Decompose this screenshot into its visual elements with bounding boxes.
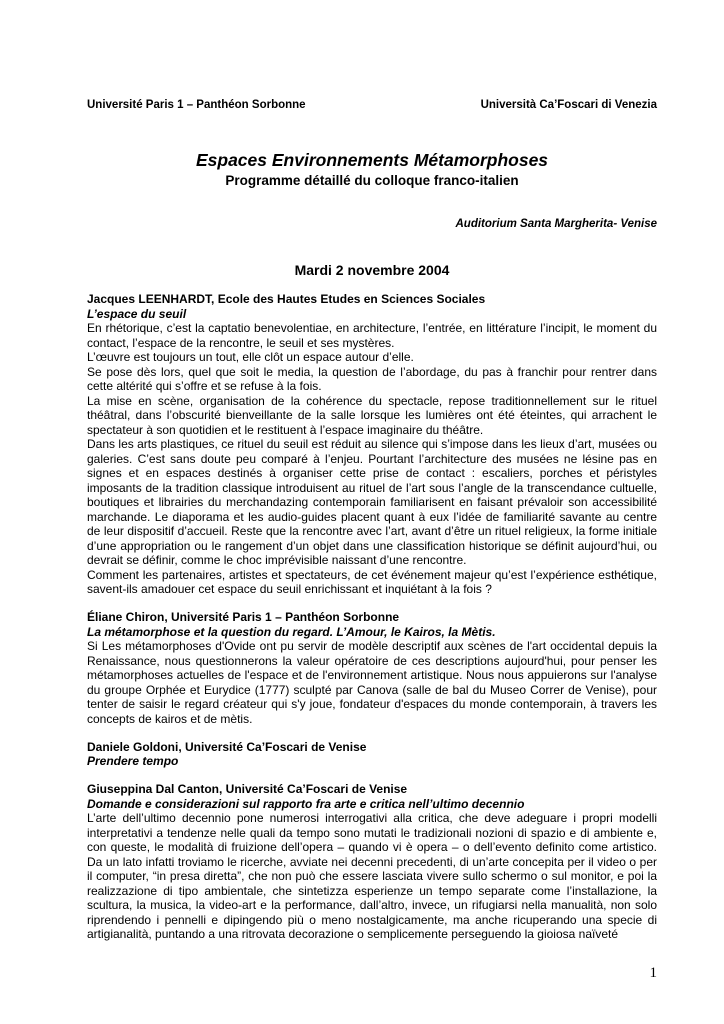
- page-number: 1: [649, 965, 657, 981]
- talk-section: [87, 610, 657, 726]
- talk-author: Daniele Goldoni, Université Ca’Foscari de Venise: [87, 739, 367, 754]
- document-title: Espaces Environnements Métamorphoses: [195, 150, 549, 170]
- talk-author: Jacques LEENHARDT, Ecole des Hautes Etudes en Sciences Sociales: [87, 292, 486, 306]
- talk-paragraph: Comment les partenaires, artistes et spectateurs, de cet événement majeur qu’est l’expérience esthétique, savent-ils amadouer cet espace du seuil enrichissant et inquiétant à la fois ?: [87, 567, 657, 596]
- talk-section: [87, 782, 657, 942]
- venue: Auditorium Santa Margherita- Venise: [455, 218, 657, 230]
- talk-paragraph: La mise en scène, organisation de la cohérence du spectacle, repose traditionnellement sur le rituel théâtral, dans l’obscurité bienveillante de la salle lorsque les lumières ont été éteintes, qui arrachent le spectateur à son quotidien et le restituent à l’espace imaginaire du théâtre.: [87, 393, 657, 437]
- talk-paragraph: Si Les métamorphoses d'Ovide ont pu servir de modèle descriptif aux scènes de l'art occidental depuis la Renaissance, nous questionnerons la valeur opératoire de ces descriptions aujourd'hui, pour penser les métamorphoses actuelles de l'espace et de l'environnement artistique. Nous nous appuierons sur l'analyse du groupe Orphée et Eurydice (1777) sculpté par Canova (salle de bal du Museo Correr de Venise), pour tenter de saisir le regard créateur qui s'y joue, fondateur d'espaces du monde contemporain, à travers les concepts de kairos et de mètis.: [87, 639, 657, 726]
- talk-title: L’espace du seuil: [87, 306, 187, 321]
- talk-title: Domande e considerazioni sul rapporto fra arte e critica nell’ultimo decennio: [87, 796, 525, 811]
- talk-section: [87, 292, 657, 597]
- document-subtitle: Programme détaillé du colloque franco-italien: [225, 173, 519, 188]
- document-page: [87, 0, 657, 1024]
- program-body: [87, 292, 657, 955]
- talk-paragraph: Dans les arts plastiques, ce rituel du seuil est réduit au silence qui s’impose dans les lieux d’art, musées ou galeries. C’est sans doute peu comparé à l’enjeu. Pourtant l’architecture des musées ne lésine pas en signes et en espaces destinés à organiser cette prise de contact : escaliers, porches et péristyles imposants de la tradition classique introduisent au rituel de l’art sous l’angle de la transcendance cultuelle, boutiques et librairies du merchandazing contemporain familiarisent en faisant prévaloir son accessibilité marchande. Le diaporama et les audio-guides placent quant à eux l’idée de familiarité savante au centre de leur dispositif d’accueil. Reste que la rencontre avec l’art, avant d’être un rituel religieux, la forme initiale d’une appropriation ou le rangement d’un objet dans une classification historique se définit aujourd’hui, ou devrait se définir, comme le choc imprévisible naissant d’une rencontre.: [87, 437, 657, 567]
- talk-paragraph: L’arte dell’ultimo decennio pone numerosi interrogativi alla critica, che deve adeguare i propri modelli interpretativi a tendenze nelle quali da tempo sono mutati le tradizionali nozioni di spazio e di ambiente e, con queste, le modalità di fruizione dell’opera – quando vi è opera – o dell’evento definito come artistico. Da un lato infatti troviamo le ricerche, avviate nei decenni precedenti, di un’arte concepita per il video o per il computer, “in presa diretta”, che non può che essere lasciata vivere sullo schermo o sul monitor, e poi la realizzazione di tipo ambientale, che sintetizza esperienze un tempo separate come l’installazione, la scultura, la musica, la video-art e la performance, dall’altro, invece, un rifugiarsi nella manualità, non solo riprendendo i pennelli e dipingendo più o meno nostalgicamente, ma anche ricuperando una specie di artigianalità, puntando a una ritrovata decorazione o semplicemente perseguendo la gioiosa naïveté: [87, 811, 657, 941]
- talk-author: Giuseppina Dal Canton, Université Ca’Foscari de Venise: [87, 782, 408, 796]
- talk-section: [87, 740, 657, 769]
- talk-title: Prendere tempo: [87, 754, 179, 768]
- talk-author: Éliane Chiron, Université Paris 1 – Panthéon Sorbonne: [87, 610, 400, 624]
- header-left-university: Université Paris 1 – Panthéon Sorbonne: [87, 99, 306, 111]
- talk-paragraph: Se pose dès lors, quel que soit le media, la question de l’abordage, du pas à franchir pour rentrer dans cette altérité qui s’offre et se refuse à la fois.: [87, 364, 657, 393]
- day-heading: Mardi 2 novembre 2004: [294, 262, 450, 278]
- header-right-university: Università Ca’Foscari di Venezia: [480, 99, 657, 111]
- talk-title: La métamorphose et la question du regard. L’Amour, le Kairos, la Mètis.: [87, 624, 496, 639]
- talk-paragraph: L’œuvre est toujours un tout, elle clôt un espace autour d’elle.: [87, 350, 414, 364]
- talk-paragraph: En rhétorique, c’est la captatio benevolentiae, en architecture, l’entrée, en littérature l’incipit, le moment du contact, l’espace de la rencontre, le seuil et ses mystères.: [87, 321, 657, 350]
